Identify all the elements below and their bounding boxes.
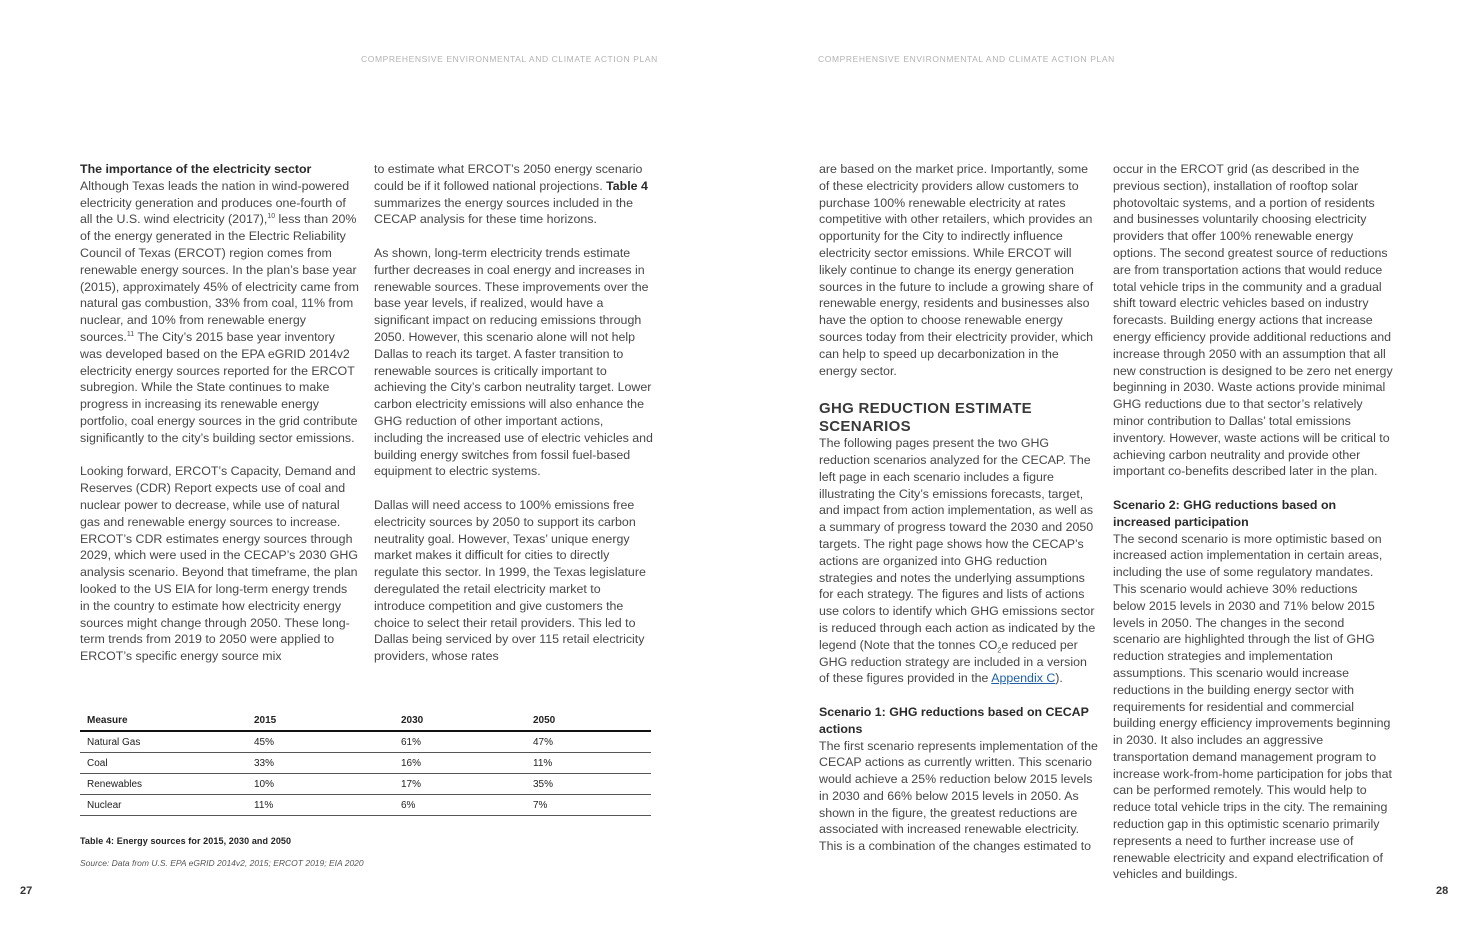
table-cell: 6% [394, 795, 526, 816]
table-cell: 35% [526, 774, 651, 795]
running-head-left: COMPREHENSIVE ENVIRONMENTAL AND CLIMATE ACTION PLAN [361, 54, 658, 64]
table-cell: 11% [247, 795, 394, 816]
right-page-column-2 [1113, 161, 1393, 883]
paragraph-ercot-grid: occur in the ERCOT grid (as described in the previous section), installation of rooftop solar photovoltaic systems, and a portion of residents and businesses voluntarily choosing electricity providers that offer 100% renewable energy options. The second greatest source of reductions are from transportation actions that would reduce total vehicle trips in the community and a gradual shift toward electric vehicles based on industry forecasts. Building energy actions that increase energy efficiency provide additional reductions and increase through 2050 with an assumption that all new construction is designed to be zero net energy beginning in 2030. Waste actions provide minimal GHG reductions due to that sector’s relatively minor contribution to Dallas’ total emissions inventory. However, waste actions will be critical to achieving carbon neutrality and provide other important co-benefits described later in the plan. [1113, 162, 1393, 479]
table-row [80, 753, 651, 774]
table-cell: Renewables [80, 774, 247, 795]
left-page-column-2 [374, 161, 654, 665]
paragraph-emissions-free: Dallas will need access to 100% emissions free electricity sources by 2050 to support its carbon neutrality goal. However, Texas’ unique energy market makes it difficult for cities to directly regulate this sector. In 1999, the Texas legislature deregulated the retail electricity market to introduce competition and give customers the choice to select their retail providers. This led to Dallas being serviced by over 115 retail electricity providers, whose rates [374, 497, 646, 664]
table-cell: Nuclear [80, 795, 247, 816]
footnote-ref-10[interactable]: 10 [267, 213, 276, 221]
paragraph-market-price: are based on the market price. Importantly, some of these electricity providers allow customers to purchase 100% renewable electricity at rates competitive with other retailers, which provides an opportunity for the City to indirectly influence electricity sector emissions. While ERCOT will likely continue to change its energy generation sources in the future to include a growing share of renewable energy, residents and businesses also have the option to choose renewable energy sources today from their electricity provider, which can help to speed up decarbonization in the energy sector. [819, 162, 1094, 378]
table-row [80, 795, 651, 816]
table-cell: 11% [526, 753, 651, 774]
energy-sources-table [80, 711, 651, 816]
table-row [80, 774, 651, 795]
table-cell: 45% [247, 731, 394, 753]
left-page-column-1 [80, 161, 360, 665]
section-heading-electricity: The importance of the electricity sector [80, 162, 312, 176]
table-header-row [80, 711, 651, 731]
table-cell: 7% [526, 795, 651, 816]
section-heading-scenarios: GHG REDUCTION ESTIMATE SCENARIOS [819, 400, 1032, 435]
appendix-c-link[interactable]: Appendix C [991, 671, 1056, 686]
paragraph-scenario-2: The second scenario is more optimistic based on increased action implementation in certain areas, including the use of some regulatory mandates. This scenario would achieve 30% reductions below 2015 levels in 2030 and 71% below 2015 levels in 2050. The changes in the second scenario are highlighted through the list of GHG reduction strategies and implementation assumptions. This scenario would increase reductions in the building energy sector with requirements for residential and commercial building energy efficiency improvements beginning in 2030. It also includes an aggressive transportation demand management program to increase work-from-home participation for jobs that can be performed remotely. This would help to reduce total vehicle trips in the city. The remaining reduction gap in this optimistic scenario primarily represents a need to further increase use of renewable electricity and expand electrification of vehicles and buildings. [1113, 531, 1392, 882]
footnote-ref-11[interactable]: 11 [126, 330, 135, 338]
table-cell: 10% [247, 774, 394, 795]
scenario-1-heading: Scenario 1: GHG reductions based on CECAP actions [819, 704, 1089, 736]
table-cell: Natural Gas [80, 731, 247, 753]
table-header-cell: 2015 [247, 711, 394, 731]
paragraph-electricity-intro: Although Texas leads the nation in wind-powered electricity generation and produces one-fourth of all the U.S. wind electricity (2017),$^{10}$ less than 20% of the energy generated in the Electric Reliability Council of Texas (ERCOT) region comes from renewable energy sources. In the plan’s base year (2015), approximately 45% of electricity came from natural gas combustion, 33% from coal, 11% from nuclear, and 10% from renewable energy sources.$^{11}$ The City’s 2015 base year inventory was developed based on the EPA eGRID 2014v2 electricity energy sources reported for the ERCOT subregion. While the State continues to make progress in increasing its renewable energy portfolio, coal energy sources in the grid contribute significantly to the city’s building sector emissions. [80, 178, 359, 445]
table-cell: Coal [80, 753, 247, 774]
page-number-right: 28 [1436, 885, 1449, 897]
table-row [80, 731, 651, 753]
table-reference: Table 4 [606, 178, 648, 193]
table-cell: 17% [394, 774, 526, 795]
paragraph-scenario-1: The first scenario represents implementation of the CECAP actions as currently written. This scenario would achieve a 25% reduction below 2015 levels in 2030 and 66% below 2015 levels in 2050. As shown in the figure, the greatest reductions are associated with increased renewable electricity. This is a combination of the changes estimated to [819, 738, 1098, 854]
paragraph-looking-forward: Looking forward, ERCOT’s Capacity, Demand and Reserves (CDR) Report expects use of coal and nuclear power to decrease, while use of natural gas and renewable energy sources to increase. ERCOT’s CDR estimates energy sources through 2029, which were used in the CECAP’s 2030 GHG analysis scenario. Beyond that timeframe, the plan looked to the US EIA for long-term energy trends in the country to estimate how electricity energy sources might change through 2050. These long-term trends from 2019 to 2050 were applied to ERCOT’s specific energy source mix [80, 464, 359, 664]
table-cell: 16% [394, 753, 526, 774]
paragraph-table-intro: to estimate what ERCOT’s 2050 energy scenario could be if it followed national projections. Table 4 summarizes the energy sources included in the CECAP analysis for these time horizons. [374, 162, 648, 227]
table-caption: Table 4: Energy sources for 2015, 2030 and 2050 [80, 836, 292, 846]
page-number-left: 27 [20, 885, 33, 897]
table-cell: 33% [247, 753, 394, 774]
paragraph-scenarios-intro: The following pages present the two GHG reduction scenarios analyzed for the CECAP. The left page in each scenario includes a figure illustrating the City’s emissions forecasts, target, and impact from action implementation, as well as a summary of progress toward the 2030 and 2050 targets. The right page shows how the CECAP’s actions are organized into GHG reduction strategies and notes the underlying assumptions for each strategy. The figures and lists of actions use colors to identify which GHG emissions sector is reduced through each action as indicated by the legend (Note that the tonnes $CO_2e$ reduced per GHG reduction strategy are included in a version of these figures provided in the Appendix C). [819, 436, 1096, 686]
running-head-right: COMPREHENSIVE ENVIRONMENTAL AND CLIMATE ACTION PLAN [818, 54, 1115, 64]
table-header-cell: 2050 [526, 711, 651, 731]
table-header-cell: Measure [80, 711, 247, 731]
right-page-column-1 [819, 161, 1099, 855]
paragraph-long-term-trends: As shown, long-term electricity trends estimate further decreases in coal energy and increases in renewable sources. These improvements over the base year levels, if realized, would have a significant impact on reducing emissions through 2050. However, this scenario alone will not help Dallas to reach its target. A faster transition to renewable sources is critically important to achieving the City’s carbon neutrality target. Lower carbon electricity emissions will also enhance the GHG reduction of other important actions, including the increased use of electric vehicles and building energy switches from fossil fuel-based equipment to electric systems. [374, 245, 653, 479]
table-source-note: Source: Data from U.S. EPA eGRID 2014v2, 2015; ERCOT 2019; EIA 2020 [80, 858, 364, 868]
scenario-2-heading: Scenario 2: GHG reductions based on increased participation [1113, 497, 1337, 529]
table-cell: 47% [526, 731, 651, 753]
table-cell: 61% [394, 731, 526, 753]
table-header-cell: 2030 [394, 711, 526, 731]
